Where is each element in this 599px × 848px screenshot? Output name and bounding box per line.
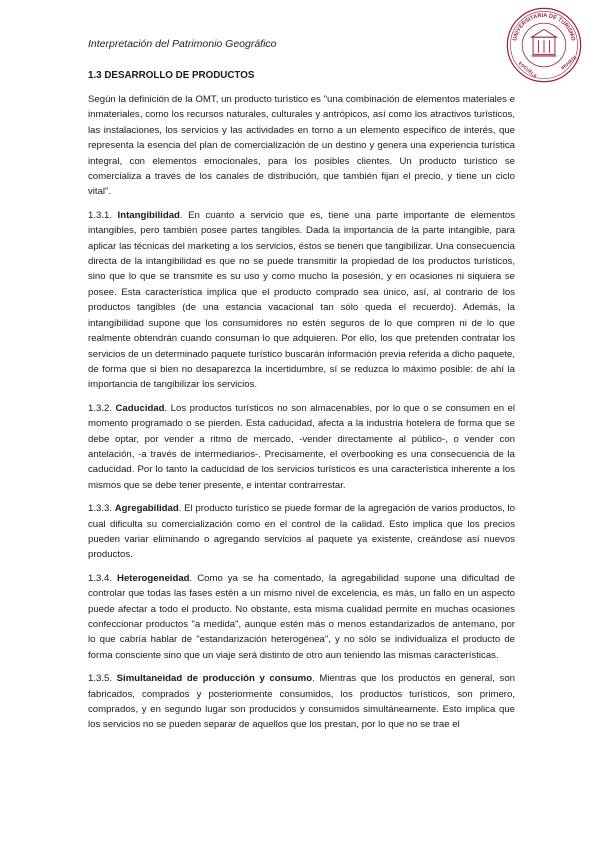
item-text: . El producto turístico se puede formar de la agregación de varios productos, lo cual dificulta su comercialización como en el control de la calidad. Esto implica que los precios pueden variar eliminando o agregando servicios al paquete ya existente, creándose así nuevos productos. bbox=[88, 503, 515, 561]
item-term: Agregabilidad bbox=[114, 503, 179, 515]
paragraph-simultaneidad bbox=[88, 671, 515, 733]
svg-text:IRIARTE: IRIARTE bbox=[560, 54, 578, 71]
item-number: 1.3.3. bbox=[88, 503, 113, 515]
item-text: . En cuanto a servicio que es, tiene una parte importante de elementos intangibles, pero también posee partes tangibles. Dada la importancia de la parte intangible, para aplicar las técnicas del marketing a los servicios, éstos se tienen que tangibilizar. Una consecuencia directa de la intangibilidad es que no se puede transmitir la propiedad de los productos turísticos, sino que lo que se transmite es su uso y como mucho la posesión, y en ocasiones ni siquiera se posee. Esta característica implica que el producto comprado sea único, así, al contrario de los productos tangibles (de una estancia vacacional tan sólo queda el recuerdo). Además, la intangibilidad supone que los consumidores no estén seguros de lo que compren ni de lo que realmente obtendrán cuando consuman lo que adquieren. Por ello, los que pretenden contratar los servicios de un determinado paquete turístico buscarán información previa referida a dicho paquete, de forma que si bien no desaparezca la incertidumbre, sí se reduzca lo máximo posible: de ahí la importancia de tangibilizar los servicios. bbox=[88, 209, 515, 391]
svg-text:ESCUELA: ESCUELA bbox=[517, 60, 538, 79]
item-number: 1.3.4. bbox=[88, 572, 113, 584]
item-term: Heterogeneidad bbox=[117, 572, 190, 584]
section-heading: 1.3 DESARROLLO DE PRODUCTOS bbox=[88, 70, 255, 81]
university-seal-logo bbox=[505, 6, 583, 84]
paragraph-heterogeneidad bbox=[88, 571, 515, 663]
item-number: 1.3.5. bbox=[88, 673, 113, 685]
item-term: Caducidad bbox=[115, 402, 165, 414]
running-header: Interpretación del Patrimonio Geográfico bbox=[88, 38, 277, 50]
svg-text:UNIVERSITARIA DE TURISMO: UNIVERSITARIA DE TURISMO bbox=[512, 12, 576, 42]
document-body bbox=[88, 70, 515, 741]
item-number: 1.3.1. bbox=[88, 209, 113, 221]
item-text: . Los productos turísticos no son almacenables, por lo que o se consumen en el momento programado o se pierden. Esta caducidad, afecta a la industria hotelera de forma que se debe optar, por vender a ritmo de mercado, -vender directamente al público-, o vender con antelación, -a través de intermediarios-. Precisamente, el overbooking es una consecuencia de la caducidad. Por lo tanto la caducidad de los servicios turísticos es una característica inherente a los mismos que se debe tener presente, e intentar contrarrestar. bbox=[88, 402, 515, 491]
item-term: Simultaneidad de producción y consumo bbox=[116, 673, 313, 685]
paragraph-caducidad bbox=[88, 401, 515, 493]
item-number: 1.3.2. bbox=[88, 402, 113, 414]
item-text: . Mientras que los productos en general, son fabricados, comprados y posteriormente consumidos, los productos turísticos, son primero, comprados, y en segundo lugar son producidos y consumidos simultáneamente. Esto implica que los servicios no se pueden separar de aquellos que los prestan, por lo que no se trae el bbox=[88, 673, 516, 731]
item-term: Intangibilidad bbox=[117, 209, 180, 221]
paragraph-agregabilidad bbox=[88, 501, 515, 563]
paragraph-intangibilidad bbox=[88, 208, 515, 393]
intro-paragraph: Según la definición de la OMT, un producto turístico es "una combinación de elementos materiales e inmateriales, como los recursos naturales, culturales y antrópicos, así como los atractivos turísticos, las instalaciones, los servicios y las actividades en torno a un elemento específico de interés, que representa la esencia del plan de comercialización de un destino y genera una experiencia turística integral, con elementos emocionales, para los posibles clientes. Un producto turístico se comercializa a través de los canales de distribución, que también fijan el precio, y tiene un ciclo vital". bbox=[88, 94, 515, 198]
item-text: . Como ya se ha comentado, la agregabilidad supone una dificultad de controlar que todas las fases estén a un mismo nivel de excelencia, es más, un fallo en un aspecto puede afectar a todo el producto. No obstante, esta misma cualidad permite en muchas ocasiones confeccionar productos "a medida", aunque estén más o menos estandarizados de antemano, por lo que cabría hablar de "estandarización heterogénea", y no sólo se individualiza el producto de forma consciente sino que un viaje será distinto de otro aun teniendo las mismas características. bbox=[88, 572, 515, 661]
